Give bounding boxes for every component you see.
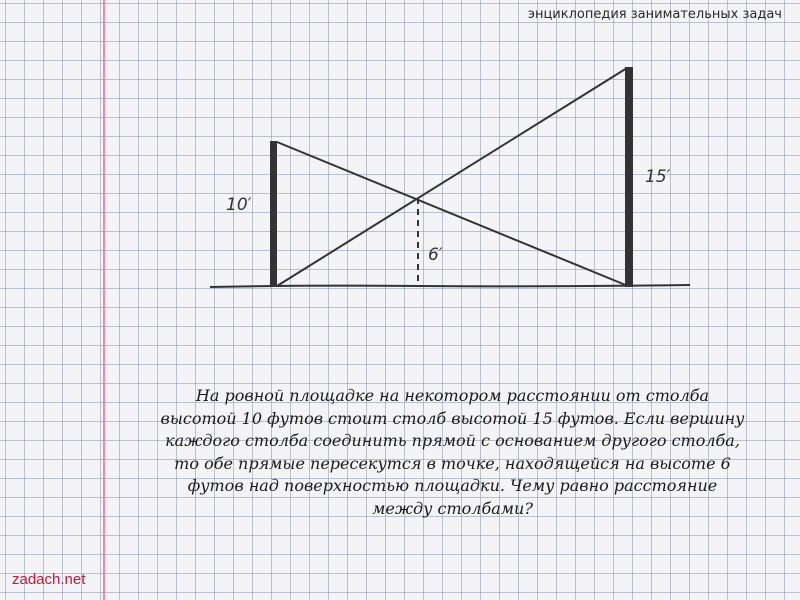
short-pole-label: 10′ <box>226 195 252 215</box>
problem-line: между столбами? <box>372 498 533 518</box>
line-short-base-to-tall-top <box>277 68 627 286</box>
line-short-top-to-tall-base <box>277 142 628 286</box>
problem-line: каждого столба соединить прямой с основанием другого столба, <box>165 431 740 450</box>
problem-text <box>120 385 785 520</box>
header-title: энциклопедия занимательных задач <box>527 7 782 22</box>
tall-pole-label: 15′ <box>645 167 671 187</box>
tall-pole <box>625 67 633 287</box>
short-pole <box>270 141 277 287</box>
problem-line: то обе прямые пересекутся в точке, находящейся на высоте 6 <box>174 453 731 473</box>
ground-line <box>210 285 690 287</box>
problem-line: высотой 10 футов стоит столб высотой 15 футов. Если вершину <box>160 408 745 428</box>
problem-line: На ровной площадке на некотором расстоянии от столба <box>195 386 710 405</box>
intersection-height-label: 6′ <box>428 245 443 265</box>
problem-line: футов над поверхностью площадки. Чему равно расстояние <box>187 476 718 495</box>
site-link[interactable]: zadach.net <box>12 571 86 588</box>
